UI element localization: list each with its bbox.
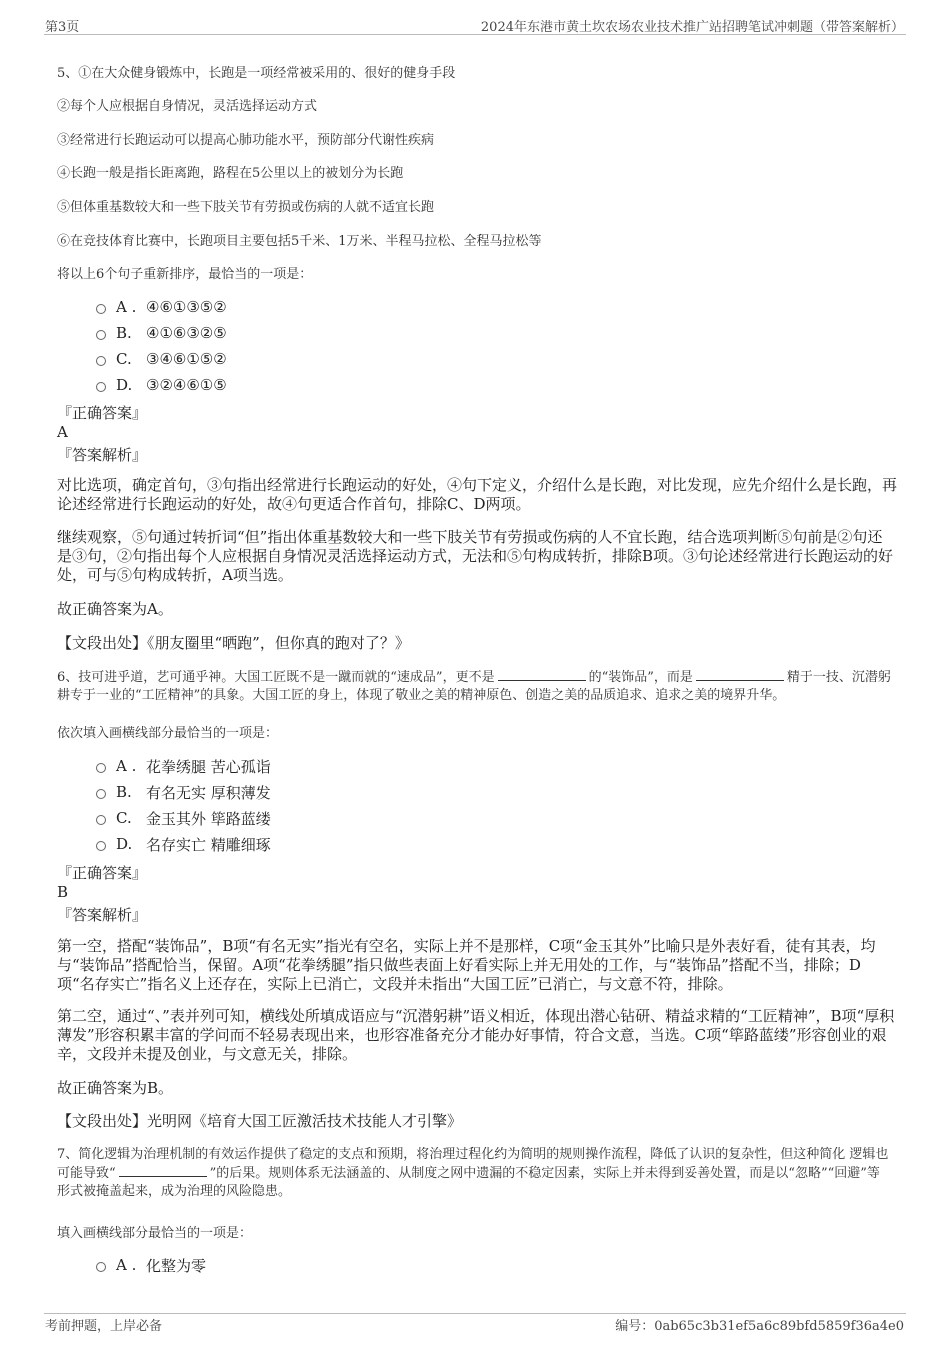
option-text: ③④⑥①⑤② (146, 350, 227, 368)
q5-option-d[interactable] (96, 375, 227, 395)
option-letter: B. (116, 324, 132, 342)
option-letter: B. (116, 783, 132, 801)
option-text: 名存实亡 精雕细琢 (146, 835, 271, 854)
footer-divider (44, 1313, 906, 1314)
radio-icon[interactable] (96, 815, 106, 825)
q7-stem (57, 1146, 892, 1201)
option-letter: A . (116, 757, 137, 775)
option-letter: A . (116, 298, 137, 316)
option-text: 有名无实 厚积薄发 (146, 783, 271, 802)
q6-option-c[interactable] (96, 808, 271, 828)
q5-prompt: 将以上6个句子重新排序，最恰当的一项是： (57, 267, 313, 282)
radio-icon[interactable] (96, 382, 106, 392)
document-id: 编号：0ab65c3b31ef5a6c89bfd5859f36a4e0 (615, 1319, 904, 1334)
q5-correct-answer-label: 『正确答案』 (57, 404, 148, 422)
q5-source: 【文段出处】《朋友圈里“晒跑”，但你真的跑对了？》 (57, 634, 410, 652)
option-letter: C. (116, 350, 132, 368)
q7-stem-a: 7、简化逻辑为治理机制的有效运作提供了稳定的支点和预期，将治理过程化约为简明的规则操作流程，降低了认识的复杂性，但这种简化 逻辑也可能导致“ (57, 1147, 889, 1181)
q5-line-1: 5、①在大众健身锻炼中，长跑是一项经常被采用的、很好的健身手段 (57, 66, 456, 81)
option-text: 金玉其外 筚路蓝缕 (146, 809, 271, 828)
q5-analysis-2: 继续观察，⑤句通过转折词“但”指出体重基数较大和一些下肢关节有劳损或伤病的人不宜长跑，结合选项判断⑤句前是②句还是③句，②句指出每个人应根据自身情况灵活选择运动方式，无法和⑤句构成转折，排除B项。③句论述经常进行长跑运动的好处，可与⑤句构成转折，A项当选。 (57, 528, 894, 584)
q5-line-5: ⑤但体重基数较大和一些下肢关节有劳损或伤病的人就不适宜长跑 (57, 200, 435, 215)
q5-option-a[interactable] (96, 297, 227, 317)
q6-correct-answer-label: 『正确答案』 (57, 864, 148, 882)
radio-icon[interactable] (96, 330, 106, 340)
q6-option-b[interactable] (96, 782, 271, 802)
q6-stem-c: 精于一技、沉潜躬耕专于一业的“工匠精神”的具象。大国工匠的身上，体现了敬业之美的精神原色、创造之美的品质追求、追求之美的境界升华。 (57, 670, 891, 703)
option-text: ③②④⑥①⑤ (146, 376, 227, 394)
option-letter: A . (116, 1256, 137, 1274)
q5-correct-answer: A (57, 423, 68, 441)
q6-option-a[interactable] (96, 756, 271, 776)
q5-line-2: ②每个人应根据自身情况，灵活选择运动方式 (57, 99, 318, 114)
radio-icon[interactable] (96, 841, 106, 851)
answer-blank (696, 668, 784, 681)
option-text: 花拳绣腿 苦心孤诣 (146, 757, 271, 776)
document-title: 2024年东港市黄土坎农场农业技术推广站招聘笔试冲刺题（带答案解析） (480, 20, 904, 35)
q6-final-answer: 故正确答案为B。 (57, 1079, 174, 1097)
q6-analysis-1: 第一空，搭配“装饰品”，B项“有名无实”指光有空名，实际上并不是那样，C项“金玉其外”比喻只是外表好看，徒有其表，均与“装饰品”搭配恰当，保留。A项“花拳绣腿”指只做些表面上好看实际上并无用处的工作，与“装饰品”搭配不当，排除；D项“名存实亡”指名义上还存在，实际上已消亡，文段并未指出“大国工匠”已消亡，与文意不符，排除。 (57, 937, 876, 993)
q7-stem-b: ”的后果。规则体系无法涵盖的、从制度之网中遗漏的不稳定因素，实际上并未得到妥善处置，而是以“忽略”“回避”等形式被掩盖起来，成为治理的风险隐患。 (57, 1166, 880, 1199)
radio-icon[interactable] (96, 1262, 106, 1272)
q6-source: 【文段出处】光明网《培育大国工匠激活技术技能人才引擎》 (57, 1112, 463, 1130)
answer-blank (498, 668, 586, 681)
q6-correct-answer: B (57, 883, 69, 901)
q5-final-answer: 故正确答案为A。 (57, 600, 173, 618)
header-divider (44, 34, 906, 35)
q7-option-a[interactable] (96, 1255, 206, 1275)
radio-icon[interactable] (96, 304, 106, 314)
q5-line-3: ③经常进行长跑运动可以提高心肺功能水平，预防部分代谢性疾病 (57, 133, 435, 148)
option-letter: C. (116, 809, 132, 827)
q6-stem (57, 668, 892, 705)
q6-prompt: 依次填入画横线部分最恰当的一项是： (57, 726, 279, 741)
radio-icon[interactable] (96, 789, 106, 799)
q7-prompt: 填入画横线部分最恰当的一项是： (57, 1226, 253, 1241)
q6-analysis-label: 『答案解析』 (57, 906, 148, 924)
answer-blank (119, 1164, 207, 1177)
q6-stem-b: 的“装饰品”，而是 (588, 670, 693, 685)
option-text: ④①⑥③②⑤ (146, 324, 227, 342)
q5-analysis-label: 『答案解析』 (57, 446, 148, 464)
q5-line-4: ④长跑一般是指长距离跑，路程在5公里以上的被划分为长跑 (57, 166, 404, 181)
q5-line-6: ⑥在竞技体育比赛中，长跑项目主要包括5千米、1万米、半程马拉松、全程马拉松等 (57, 234, 542, 249)
option-text: 化整为零 (146, 1256, 207, 1275)
option-letter: D. (116, 835, 133, 853)
q6-analysis-2: 第二空，通过“、”表并列可知，横线处所填成语应与“沉潜躬耕”语义相近，体现出潜心钻研、精益求精的“工匠精神”，B项“厚积薄发”形容积累丰富的学问而不轻易表现出来，也形容准备充分才能办好事情，符合文意，当选。C项“筚路蓝缕”形容创业的艰辛，文段并未提及创业，与文意无关，排除。 (57, 1007, 895, 1063)
footer-slogan: 考前押题，上岸必备 (45, 1319, 163, 1334)
q5-option-c[interactable] (96, 349, 227, 369)
option-letter: D. (116, 376, 133, 394)
radio-icon[interactable] (96, 356, 106, 366)
q5-analysis-1: 对比选项，确定首句，③句指出经常进行长跑运动的好处，④句下定义，介绍什么是长跑，对比发现，应先介绍什么是长跑，再论述经常进行长跑运动的好处，故④句更适合作首句，排除C、D两项。 (57, 476, 898, 513)
radio-icon[interactable] (96, 763, 106, 773)
q5-option-b[interactable] (96, 323, 227, 343)
option-text: ④⑥①③⑤② (146, 298, 227, 316)
q6-option-d[interactable] (96, 834, 271, 854)
page-number: 第3页 (45, 20, 80, 35)
q6-stem-a: 6、技可进乎道，艺可通乎神。大国工匠既不是一蹴而就的“速成品”，更不是 (57, 670, 495, 685)
